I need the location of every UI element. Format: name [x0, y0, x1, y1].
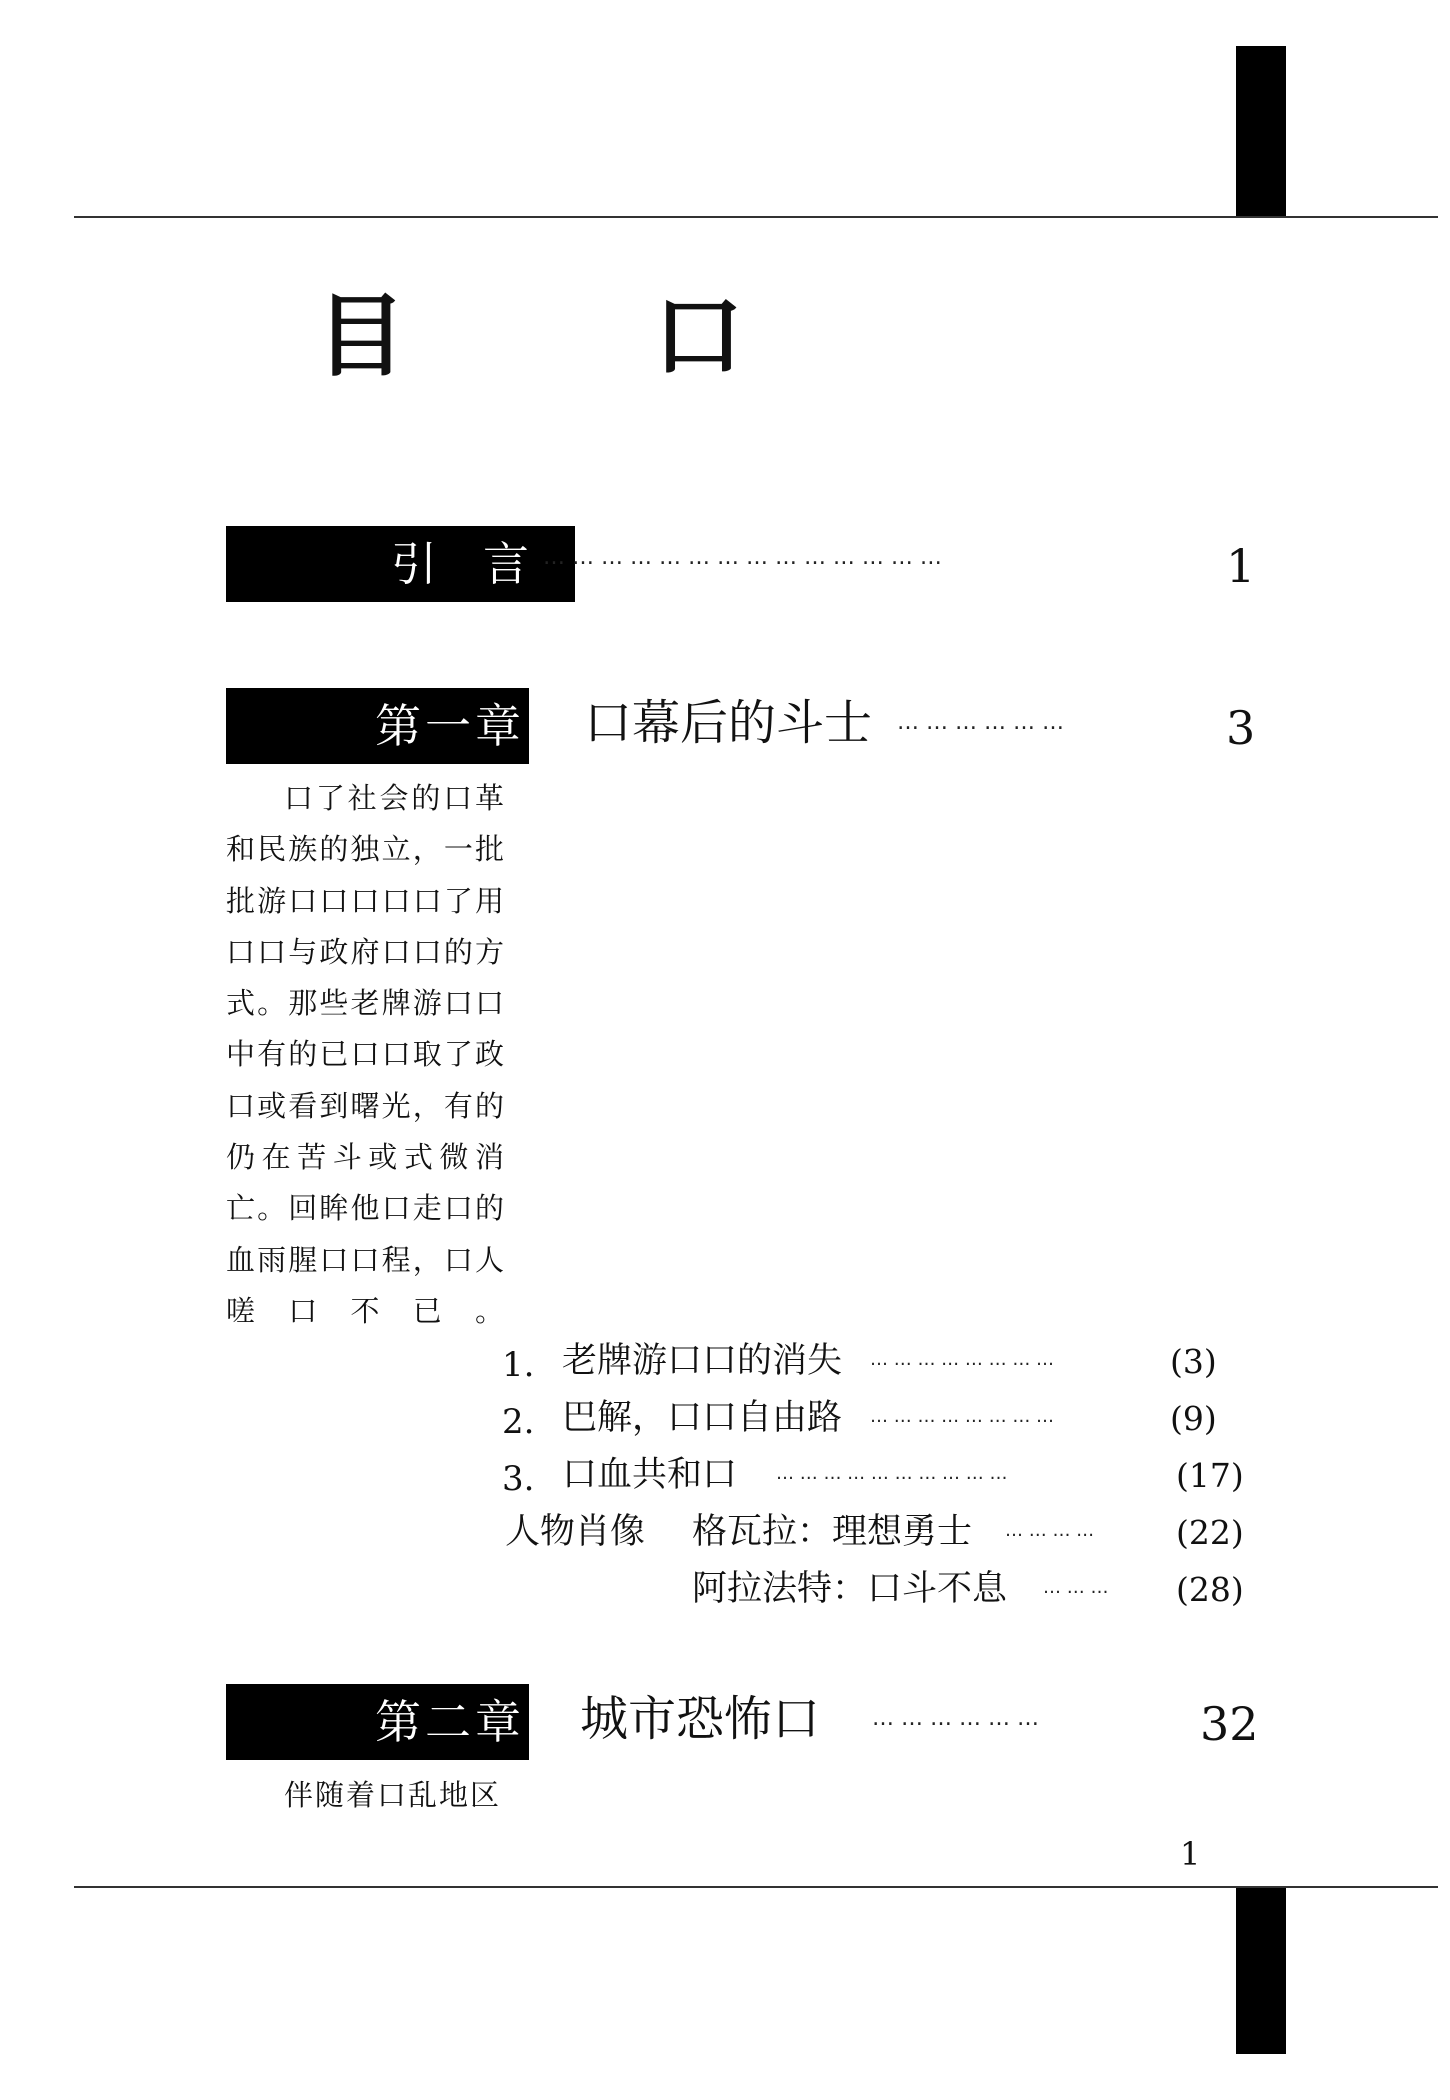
footer-page-number: 1 [1180, 1835, 1201, 1873]
intro-leader: … … … … … … … … … … … … … … [543, 545, 942, 570]
portrait1-page: (22) [1176, 1513, 1244, 1552]
chapter2-leader: … … … … … … [872, 1706, 1039, 1731]
chapter1-blurb: 口了社会的口革和民族的独立，一批批游口口口口口了用口口与政府口口的方式。那些老牌游口口中有的已口口取了政口或看到曙光，有的仍在苦斗或式微消亡。回眸他口走口的血雨腥口口程，口人嗟口不已。 [226, 781, 506, 1328]
portrait1-title: 格瓦拉：理想勇士 [692, 1512, 973, 1552]
page-title: 目 口 [316, 284, 852, 389]
section1-page: (3) [1170, 1342, 1217, 1381]
portrait2-leader: … … … [1043, 1577, 1109, 1598]
top-rule [74, 216, 1438, 218]
section1-title: 老牌游口口的消失 [562, 1341, 843, 1381]
section1-number: 1. [502, 1345, 535, 1385]
section3-page: (17) [1176, 1456, 1244, 1495]
chapter1-title: 口幕后的斗士 [584, 695, 873, 751]
section3-leader: … … … … … … … … … … [776, 1463, 1008, 1484]
portrait1-leader: … … … … [1005, 1520, 1095, 1541]
portrait-label: 人物肖像 [505, 1512, 646, 1552]
chapter1-page-number: 3 [1226, 701, 1256, 755]
section3-title: 口血共和口 [562, 1455, 738, 1495]
section2-page: (9) [1170, 1399, 1217, 1438]
chapter2-label: 第二章 [226, 1684, 529, 1760]
portrait2-title: 阿拉法特：口斗不息 [692, 1569, 1008, 1609]
top-tab-marker [1236, 46, 1286, 216]
section1-leader: … … … … … … … … [870, 1349, 1055, 1370]
bottom-tab-marker [1236, 1888, 1286, 2054]
section2-title: 巴解，口口自由路 [562, 1398, 843, 1438]
bottom-rule [74, 1886, 1438, 1888]
chapter2-title: 城市恐怖口 [580, 1691, 821, 1747]
intro-page-number: 1 [1226, 539, 1256, 593]
portrait2-page: (28) [1176, 1570, 1244, 1609]
intro-label: 引言 [226, 526, 575, 602]
section3-number: 3. [502, 1459, 535, 1499]
section2-number: 2. [502, 1402, 535, 1442]
chapter2-blurb: 伴随着口乱地区 [284, 1778, 502, 1812]
chapter1-leader: … … … … … … [897, 710, 1064, 735]
chapter1-label: 第一章 [226, 688, 529, 764]
chapter2-page-number: 32 [1200, 1697, 1259, 1751]
section2-leader: … … … … … … … … [870, 1406, 1055, 1427]
